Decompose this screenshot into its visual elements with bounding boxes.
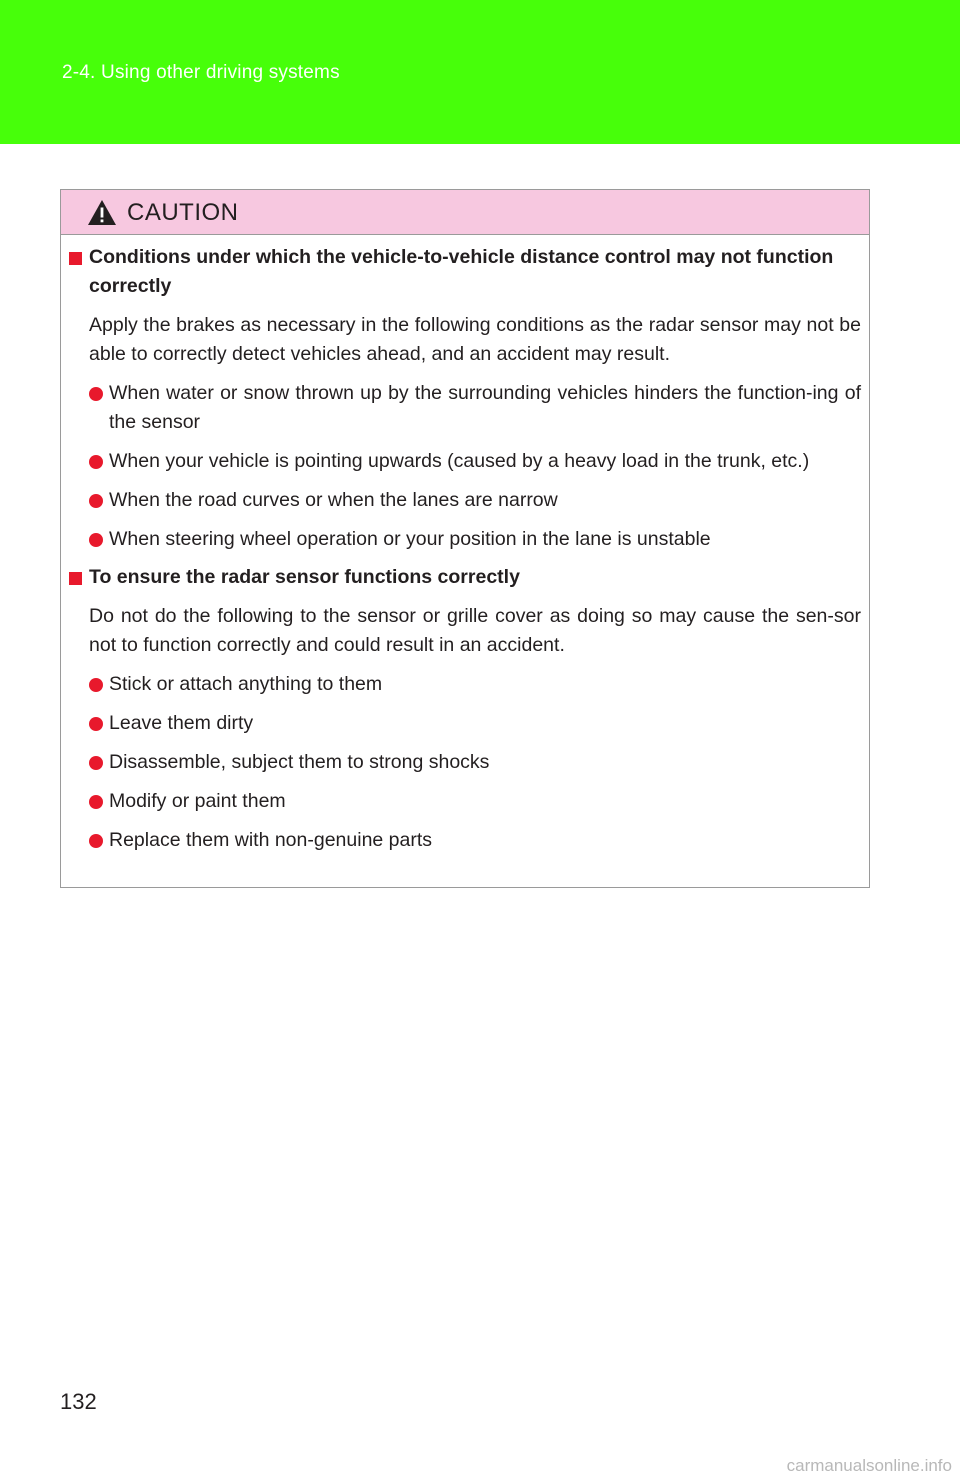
list-item: When the road curves or when the lanes are narrow xyxy=(61,486,869,515)
section-heading: To ensure the radar sensor functions correctly xyxy=(61,563,869,592)
list-item: When water or snow thrown up by the surrounding vehicles hinders the function-ing of the sensor xyxy=(61,379,869,437)
square-bullet-icon xyxy=(69,252,82,265)
round-bullet-icon xyxy=(89,717,103,731)
round-bullet-icon xyxy=(89,494,103,508)
list-item: Replace them with non-genuine parts xyxy=(61,826,869,855)
caution-content xyxy=(61,234,869,855)
round-bullet-icon xyxy=(89,834,103,848)
section-heading: Conditions under which the vehicle-to-vehicle distance control may not function correctly xyxy=(61,243,869,301)
round-bullet-icon xyxy=(89,678,103,692)
list-item: Leave them dirty xyxy=(61,709,869,738)
caution-box xyxy=(60,189,870,888)
list-item: Modify or paint them xyxy=(61,787,869,816)
caution-header xyxy=(61,190,869,235)
round-bullet-icon xyxy=(89,533,103,547)
round-bullet-icon xyxy=(89,387,103,401)
list-item: Disassemble, subject them to strong shocks xyxy=(61,748,869,777)
round-bullet-icon xyxy=(89,756,103,770)
round-bullet-icon xyxy=(89,795,103,809)
list-item: When your vehicle is pointing upwards (caused by a heavy load in the trunk, etc.) xyxy=(61,447,869,476)
watermark: carmanualsonline.info xyxy=(786,1456,952,1475)
warning-triangle-icon xyxy=(87,199,117,226)
page-number: 132 xyxy=(60,1389,97,1414)
round-bullet-icon xyxy=(89,455,103,469)
square-bullet-icon xyxy=(69,572,82,585)
list-item: Stick or attach anything to them xyxy=(61,670,869,699)
list-item: When steering wheel operation or your position in the lane is unstable xyxy=(61,525,869,554)
caution-label: CAUTION xyxy=(127,199,239,226)
section-title: 2-4. Using other driving systems xyxy=(62,62,340,83)
section-paragraph: Do not do the following to the sensor or grille cover as doing so may cause the sen-sor not to function correctly and could result in an accident. xyxy=(89,605,861,656)
section-paragraph: Apply the brakes as necessary in the following conditions as the radar sensor may not be able to correctly detect vehicles ahead, and an accident may result. xyxy=(89,314,861,365)
